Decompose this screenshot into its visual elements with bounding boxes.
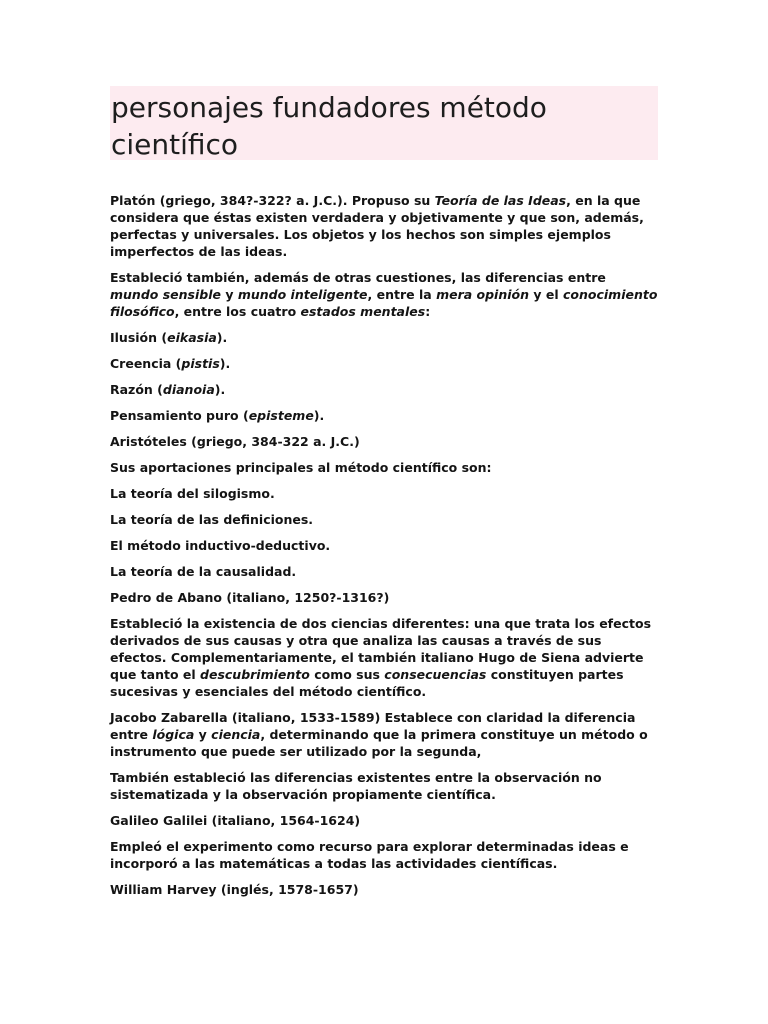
italic-term: mera opinión [436,287,530,302]
text-segment: ). [216,330,228,345]
text-segment: y [220,287,238,302]
italic-term: mundo sensible [110,287,221,302]
list-item-razon [110,381,658,398]
list-item-causalidad: La teoría de la causalidad. [110,564,297,579]
list-item-definiciones: La teoría de las definiciones. [110,512,314,527]
italic-term: pistis [181,356,220,371]
italic-term: consecuencias [384,667,487,682]
text-segment: , en la que considera que éstas existen verdadera y objetivamente y que son, además, perfectas y universales. Los objetos y los hechos son simples ejemplos imperfectos de las ideas. [110,193,644,259]
text-segment: ). [219,356,231,371]
list-item-pensamiento [110,407,658,424]
paragraph-aportaciones: Sus aportaciones principales al método científico son: [110,460,492,475]
italic-term: eikasia [167,330,217,345]
title-banner [110,86,658,160]
text-segment: como sus [309,667,385,682]
heading-galileo: Galileo Galilei (italiano, 1564-1624) [110,813,361,828]
text-segment: Creencia ( [110,356,182,371]
text-segment: Ilusión ( [110,330,168,345]
text-segment: Estableció también, además de otras cuestiones, las diferencias entre [110,270,606,285]
text-segment: Jacobo Zabarella (italiano, 1533-1589) Establece con claridad la diferencia entre [110,710,636,742]
italic-term: dianoia [162,382,215,397]
italic-term: Teoría de las Ideas [434,193,567,208]
italic-term: conocimiento filosófico [110,287,658,319]
italic-term: episteme [248,408,314,423]
text-segment: ). [313,408,325,423]
text-segment: : [425,304,431,319]
italic-term: lógica [152,727,195,742]
heading-harvey: William Harvey (inglés, 1578-1657) [110,882,359,897]
paragraph-platon [110,192,658,260]
heading-abano: Pedro de Abano (italiano, 1250?-1316?) [110,590,390,605]
italic-term: descubrimiento [200,667,310,682]
list-item-silogismo: La teoría del silogismo. [110,486,275,501]
paragraph-observacion: También estableció las diferencias existentes entre la observación no sistematizada y la observación propiamente científica. [110,770,602,802]
heading-aristoteles: Aristóteles (griego, 384-322 a. J.C.) [110,434,360,449]
text-segment: ). [214,382,226,397]
text-segment: y [194,727,212,742]
text-segment: , determinando que la primera constituye un método o instrumento que puede ser utilizado por la segunda, [110,727,648,759]
text-segment: constituyen partes sucesivas y esenciales del método científico. [110,667,624,699]
italic-term: mundo inteligente [237,287,368,302]
list-item-inductivo: El método inductivo-deductivo. [110,538,331,553]
text-segment: y el [529,287,563,302]
list-item-creencia [110,355,658,372]
document-body [110,192,658,907]
text-segment: Platón (griego, 384?-322? a. J.C.). Propuso su [110,193,435,208]
list-item-ilusion [110,329,658,346]
text-segment: , entre la [367,287,437,302]
italic-term: ciencia [211,727,261,742]
text-segment: Razón ( [110,382,163,397]
paragraph-zabarella [110,709,658,760]
paragraph-diferencias [110,269,658,320]
italic-term: estados mentales [300,304,426,319]
text-segment: Estableció la existencia de dos ciencias diferentes: una que trata los efectos derivados de sus causas y otra que analiza las causas a través de sus efectos. Complementariamente, el también italiano Hugo de Siena advierte que tanto el [110,616,652,682]
page-title: personajes fundadores método científico [111,91,547,161]
text-segment: Pensamiento puro ( [110,408,249,423]
text-segment: , entre los cuatro [174,304,301,319]
paragraph-galileo: Empleó el experimento como recurso para explorar determinadas ideas e incorporó a las matemáticas a todas las actividades científicas. [110,839,629,871]
paragraph-abano [110,615,658,700]
